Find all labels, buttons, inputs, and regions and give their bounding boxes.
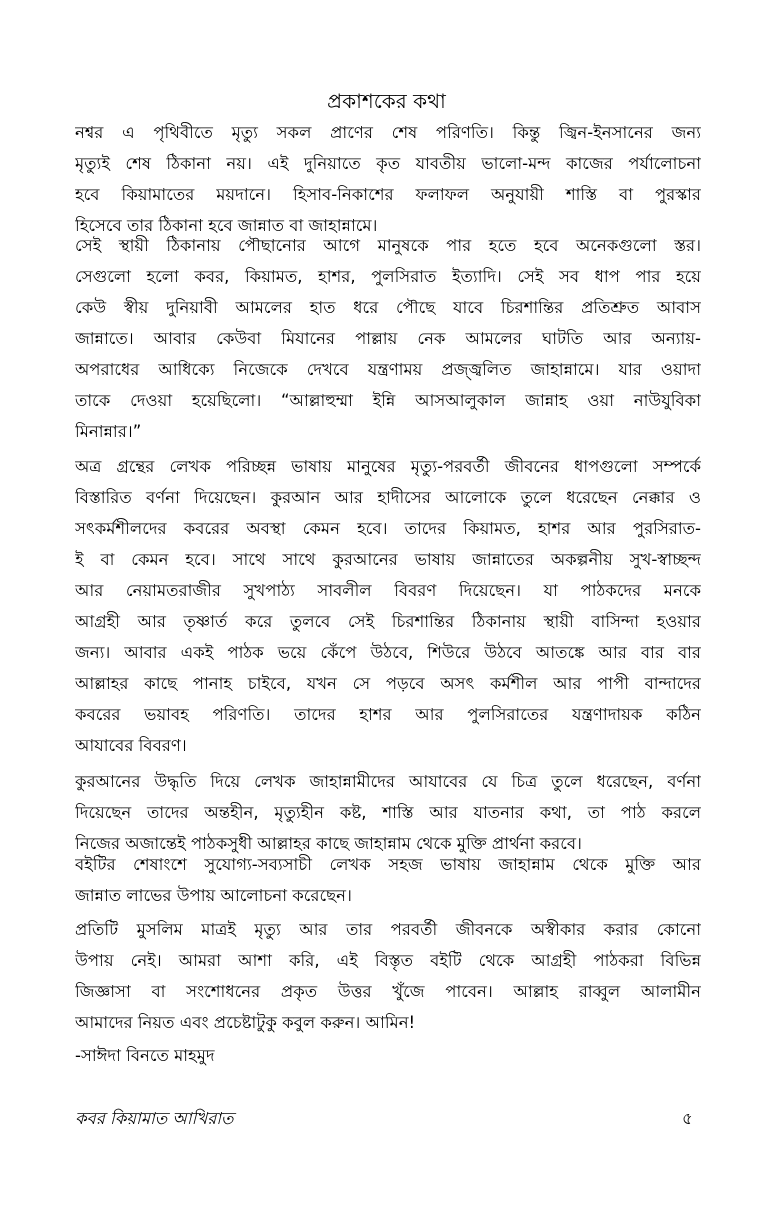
paragraph-5 — [75, 849, 701, 911]
text-line: কবরের ভয়াবহ পরিণতি। তাদের হাশর আর পুলসিরাতের যন্ত্রণাদায়ক কঠিন — [75, 705, 701, 724]
text-line: আমাদের নিয়ত এবং প্রচেষ্টাটুকু কবুল করুন। আমিন! — [75, 1013, 416, 1032]
text-line: কুরআনের উদ্ধৃতি দিয়ে লেখক জাহান্নামীদের আযাবের যে চিত্র তুলে ধরেছেন, বর্ণনা — [75, 772, 701, 791]
text-line: প্রতিটি মুসলিম মাত্রই মৃত্যু আর তার পরবর্তী জীবনকে অস্বীকার করার কোনো — [75, 920, 701, 939]
text-line: মিনান্নার।” — [75, 422, 142, 441]
text-line: বইটির শেষাংশে সুযোগ্য-সব্যসাচী লেখক সহজ ভাষায় জাহান্নাম থেকে মুক্তি আর — [75, 855, 701, 874]
text-line: আর নেয়ামতরাজীর সুখপাঠ্য সাবলীল বিবরণ দিয়েছেন। যা পাঠকদের মনকে — [75, 581, 701, 600]
text-line: জিজ্ঞাসা বা সংশোধনের প্রকৃত উত্তর খুঁজে পাবেন। আল্লাহ রাব্বুল আলামীন — [75, 982, 701, 1001]
paragraph-2 — [75, 230, 701, 447]
text-line: আগ্রহী আর তৃষ্ণার্ত করে তুলবে সেই চিরশান্তির ঠিকানায় স্থায়ী বাসিন্দা হওয়ার — [75, 612, 701, 631]
text-line: নিজের অজান্তেই পাঠকসুধী আল্লাহর কাছে জাহান্নাম থেকে মুক্তি প্রার্থনা করবে। — [75, 834, 582, 853]
text-line: সেগুলো হলো কবর, কিয়ামত, হাশর, পুলসিরাত ইত্যাদি। সেই সব ধাপ পার হয়ে — [75, 267, 701, 286]
text-line: হবে কিয়ামাতের ময়দানে। হিসাব-নিকাশের ফলাফল অনুযায়ী শাস্তি বা পুরস্কার — [75, 185, 701, 204]
text-line: ই বা কেমন হবে। সাথে সাথে কুরআনের ভাষায় জান্নাতের অকল্পনীয় সুখ-স্বাচ্ছন্দ — [75, 550, 701, 569]
text-line: জন্য। আবার একই পাঠক ভয়ে কেঁপে উঠবে, শিউরে উঠবে আতঙ্কে আর বার বার — [75, 643, 701, 662]
text-line: দিয়েছেন তাদের অন্তহীন, মৃত্যুহীন কষ্ট, শাস্তি আর যাতনার কথা, তা পাঠ করলে — [75, 803, 701, 822]
text-line: হিসেবে তার ঠিকানা হবে জান্নাত বা জাহান্নামে। — [75, 216, 378, 235]
text-line: মৃত্যুই শেষ ঠিকানা নয়। এই দুনিয়াতে কৃত যাবতীয় ভালো-মন্দ কাজের পর্যালোচনা — [75, 154, 701, 173]
signature: -সাঈদা বিনতে মাহমুদ — [75, 1046, 215, 1065]
text-line: অত্র গ্রন্থের লেখক পরিচ্ছন্ন ভাষায় মানুষের মৃত্যু-পরবর্তী জীবনের ধাপগুলো সম্পর্কে — [75, 457, 701, 476]
text-line: জান্নাতে। আবার কেউবা মিযানের পাল্লায় নেক আমলের ঘাটতি আর অন্যায়- — [75, 329, 701, 348]
text-line: আযাবের বিবরণ। — [75, 736, 187, 755]
text-line: কেউ স্বীয় দুনিয়াবী আমলের হাত ধরে পৌছে যাবে চিরশান্তির প্রতিশ্রুত আবাস — [75, 298, 701, 317]
text-line: আল্লাহর কাছে পানাহ চাইবে, যখন সে পড়বে অসৎ কর্মশীল আর পাপী বান্দাদের — [75, 674, 701, 693]
text-line: জান্নাত লাভের উপায় আলোচনা করেছেন। — [75, 886, 352, 905]
text-line: নশ্বর এ পৃথিবীতে মৃত্যু সকল প্রাণের শেষ পরিণতি। কিন্তু জ্বিন-ইনসানের জন্য — [75, 123, 701, 142]
page-number: ৫ — [682, 1109, 693, 1128]
paragraph-3 — [75, 451, 701, 761]
text-line: তাকে দেওয়া হয়েছিলো। “আল্লাহুম্মা ইন্নি আসআলুকাল জান্নাহ ওয়া নাউযুবিকা — [75, 391, 701, 410]
running-footer-book-title: কবর কিয়ামাত আখিরাত — [75, 1109, 234, 1128]
text-line: সেই স্থায়ী ঠিকানায় পৌছানোর আগে মানুষকে পার হতে হবে অনেকগুলো স্তর। — [75, 236, 701, 255]
paragraph-4 — [75, 766, 701, 859]
text-line: অপরাধের আধিক্যে নিজেকে দেখবে যন্ত্রণাময় প্রজ্জ্বলিত জাহান্নামে। যার ওয়াদা — [75, 360, 701, 379]
text-line: উপায় নেই। আমরা আশা করি, এই বিস্তৃত বইটি থেকে আগ্রহী পাঠকরা বিভিন্ন — [75, 951, 701, 970]
page-heading: প্রকাশকের কথা — [327, 89, 446, 113]
paragraph-1 — [75, 117, 701, 241]
paragraph-6 — [75, 914, 701, 1038]
text-line: সৎকর্মশীলদের কবরের অবস্থা কেমন হবে। তাদের কিয়ামত, হাশর আর পুরসিরাত- — [75, 519, 701, 538]
text-line: বিস্তারিত বর্ণনা দিয়েছেন। কুরআন আর হাদীসের আলোকে তুলে ধরেছেন নেক্কার ও — [75, 488, 701, 507]
